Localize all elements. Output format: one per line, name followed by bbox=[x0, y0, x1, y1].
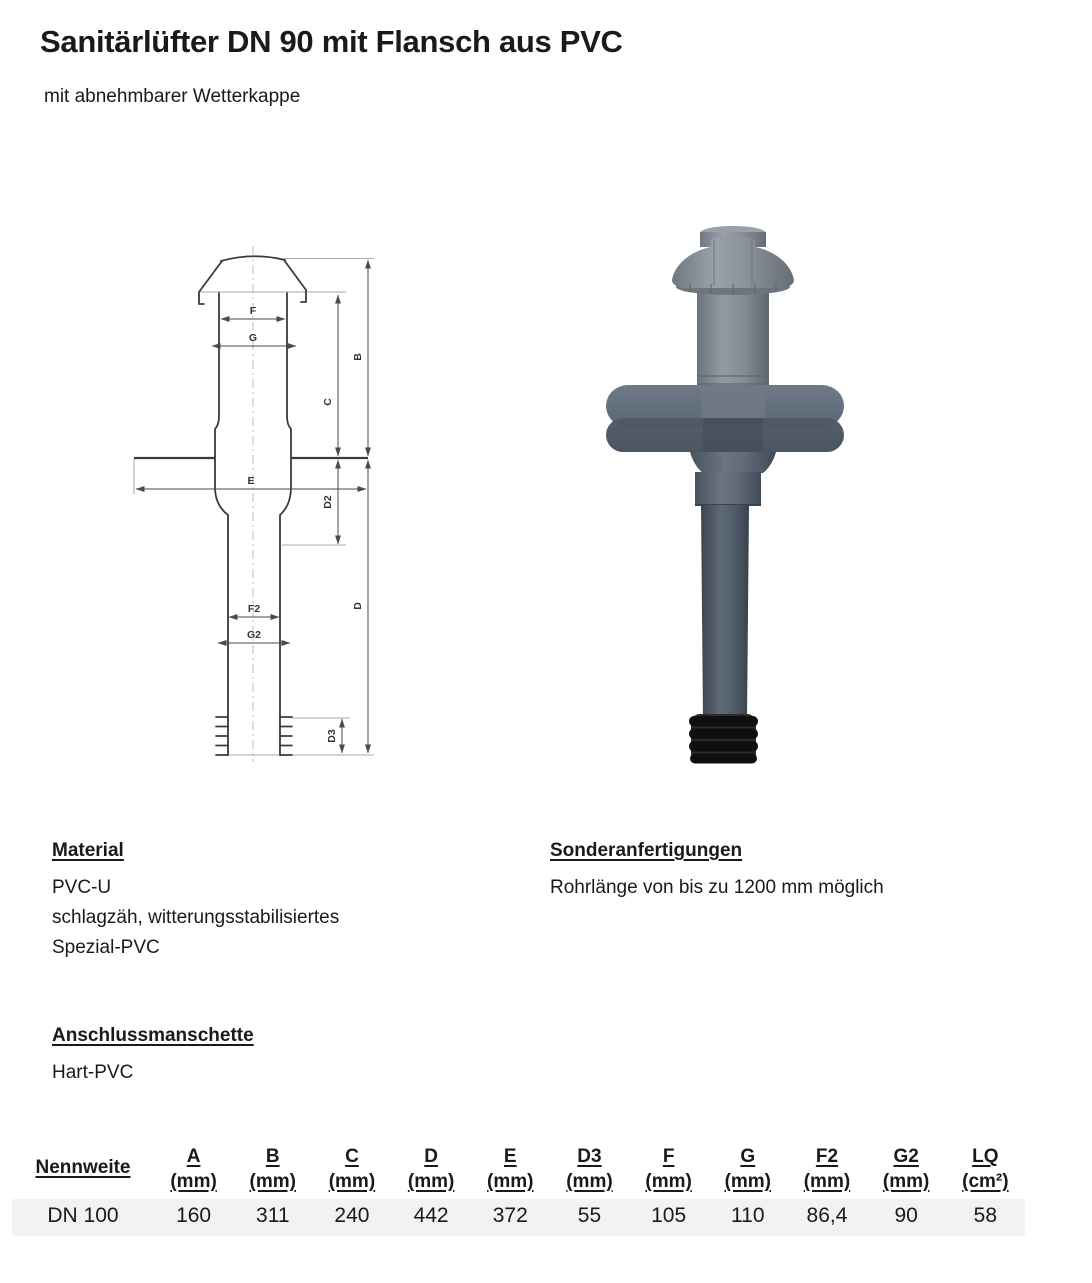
material-line: PVC-U bbox=[52, 877, 112, 898]
dim-label-d2: D2 bbox=[322, 495, 334, 509]
info-column-right bbox=[550, 836, 1050, 903]
cell-nennweite: DN 100 bbox=[12, 1199, 154, 1236]
material-line: Spezial-PVC bbox=[52, 937, 160, 958]
col-header-g2: G2 (mm) bbox=[882, 1146, 930, 1192]
page-subtitle: mit abnehmbarer Wetterkappe bbox=[44, 86, 301, 107]
section-material-heading: Material bbox=[52, 840, 124, 861]
section-sonderanfertigungen bbox=[550, 836, 1050, 903]
page-title: Sanitärlüfter DN 90 mit Flansch aus PVC bbox=[40, 24, 623, 59]
photo-socket bbox=[695, 472, 761, 505]
cell-g2: 90 bbox=[867, 1199, 946, 1236]
table-row bbox=[12, 1199, 1025, 1236]
anschlussmanschette-line: Hart-PVC bbox=[52, 1062, 134, 1083]
col-header-c: C (mm) bbox=[328, 1146, 376, 1192]
cell-c: 240 bbox=[312, 1199, 391, 1236]
col-header-d3: D3 (mm) bbox=[566, 1146, 613, 1192]
col-header-f2: F2 (mm) bbox=[803, 1146, 851, 1192]
dimensions-table bbox=[12, 1144, 1025, 1236]
section-sonderanfertigungen-heading: Sonderanfertigungen bbox=[550, 840, 743, 861]
section-material bbox=[52, 836, 522, 963]
dim-label-g: G bbox=[248, 332, 258, 344]
photo-coupling bbox=[689, 714, 758, 764]
col-header-e: E (mm) bbox=[487, 1146, 534, 1192]
dim-label-b: B bbox=[352, 353, 364, 361]
cell-g: 110 bbox=[708, 1199, 787, 1236]
cell-f2: 86,4 bbox=[787, 1199, 866, 1236]
cell-f: 105 bbox=[629, 1199, 708, 1236]
section-anschlussmanschette bbox=[52, 1021, 522, 1088]
cell-lq: 58 bbox=[946, 1199, 1025, 1236]
info-column-left bbox=[52, 836, 522, 1088]
cell-d: 442 bbox=[392, 1199, 471, 1236]
cell-b: 311 bbox=[233, 1199, 312, 1236]
technical-drawing bbox=[113, 238, 385, 772]
sonderanfertigungen-line: Rohrlänge von bis zu 1200 mm möglich bbox=[550, 877, 884, 898]
dim-label-f: F bbox=[249, 305, 257, 317]
photo-lower-pipe bbox=[701, 505, 749, 719]
cell-e: 372 bbox=[471, 1199, 550, 1236]
photo-upper-pipe bbox=[697, 282, 769, 388]
dim-label-f2: F2 bbox=[247, 603, 261, 615]
dim-label-c: C bbox=[322, 398, 334, 406]
material-line: schlagzäh, witterungsstabilisiertes bbox=[52, 907, 340, 928]
cell-a: 160 bbox=[154, 1199, 233, 1236]
col-header-d: D (mm) bbox=[407, 1146, 455, 1192]
col-header-nennweite: Nennweite bbox=[35, 1157, 131, 1178]
dim-label-g2: G2 bbox=[246, 629, 262, 641]
cell-d3: 55 bbox=[550, 1199, 629, 1236]
col-header-f: F (mm) bbox=[645, 1146, 692, 1192]
col-header-a: A (mm) bbox=[170, 1146, 217, 1192]
photo-weather-cap bbox=[672, 236, 794, 288]
dim-label-d3: D3 bbox=[326, 729, 338, 743]
section-anschlussmanschette-heading: Anschlussmanschette bbox=[52, 1025, 254, 1046]
col-header-b: B (mm) bbox=[249, 1146, 296, 1192]
col-header-g: G (mm) bbox=[724, 1146, 772, 1192]
product-photo bbox=[560, 200, 880, 780]
dim-label-e: E bbox=[247, 475, 255, 487]
col-header-lq: LQ (cm²) bbox=[962, 1146, 1009, 1192]
table-header-row bbox=[12, 1144, 1025, 1199]
dim-label-d: D bbox=[352, 602, 364, 610]
